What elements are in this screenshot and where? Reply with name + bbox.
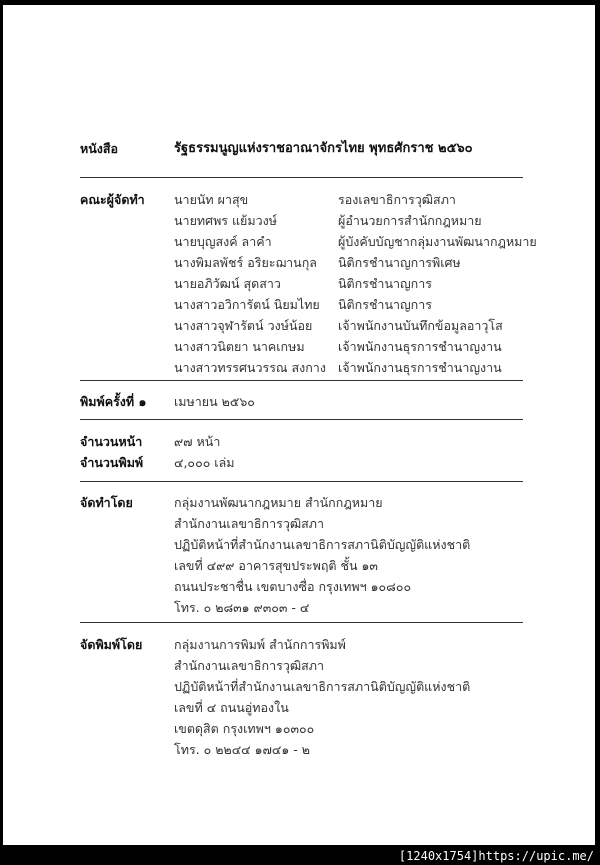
committee-member	[174, 336, 540, 357]
address-line: สำนักงานเลขาธิการวุฒิสภา	[174, 516, 325, 531]
committee-member	[174, 357, 540, 378]
member-position: รองเลขาธิการวุฒิสภา	[338, 192, 456, 207]
copies-label: จำนวนพิมพ์	[80, 455, 144, 470]
member-position: เจ้าพนักงานธุรการชำนาญงาน	[338, 360, 502, 375]
printed-by-label: จัดพิมพ์โดย	[80, 637, 143, 652]
member-position: ผู้อำนวยการสำนักกฎหมาย	[338, 213, 482, 228]
divider	[80, 622, 523, 623]
divider	[80, 481, 523, 482]
address-line: ถนนประชาชื่น เขตบางซื่อ กรุงเทพฯ ๑๐๘๐๐	[174, 579, 412, 594]
committee-member	[174, 294, 540, 315]
committee-label: คณะผู้จัดทำ	[80, 192, 145, 207]
divider	[80, 177, 523, 178]
address-line: ปฏิบัติหน้าที่สำนักงานเลขาธิการสภานิติบัญญัติแห่งชาติ	[174, 679, 471, 694]
address-line: กลุ่มงานการพิมพ์ สำนักการพิมพ์	[174, 637, 346, 652]
member-name: นายนัท ผาสุข	[174, 192, 249, 207]
produced-by-label: จัดทำโดย	[80, 495, 133, 510]
member-position: เจ้าพนักงานธุรการชำนาญงาน	[338, 339, 502, 354]
image-source-caption: [1240x1754]https://upic.me/	[398, 849, 594, 863]
book-label: หนังสือ	[80, 141, 119, 156]
member-position: นิติกรชำนาญการ	[338, 276, 432, 291]
committee-member	[174, 315, 540, 336]
member-name: นางสาวนิตยา นาคเกษม	[174, 339, 305, 354]
member-position: ผู้บังคับบัญชากลุ่มงานพัฒนากฎหมาย	[338, 234, 537, 249]
edition-value: เมษายน ๒๕๖๐	[174, 394, 255, 409]
pages-value: ๙๗ หน้า	[174, 434, 221, 449]
member-name: นายบุญสงค์ ลาคำ	[174, 234, 272, 249]
member-name: นายอภิวัฒน์ สุดสาว	[174, 276, 281, 291]
member-name: นางสาวทรรศนวรรณ สงกาง	[174, 360, 326, 375]
book-title: รัฐธรรมนูญแห่งราชอาณาจักรไทย พุทธศักราช ๒๕๖๐	[174, 141, 473, 156]
committee-member	[174, 231, 540, 252]
committee-member	[174, 210, 540, 231]
address-line: กลุ่มงานพัฒนากฎหมาย สำนักกฎหมาย	[174, 495, 383, 510]
member-position: เจ้าพนักงานบันทึกข้อมูลอาวุโส	[338, 318, 503, 333]
member-name: นายทศพร แย้มวงษ์	[174, 213, 277, 228]
divider	[80, 380, 523, 381]
address-line: เลขที่ ๔๙๙ อาคารสุขประพฤติ ชั้น ๑๓	[174, 558, 378, 573]
committee-member	[174, 189, 540, 210]
address-line: เลขที่ ๔ ถนนอู่ทองใน	[174, 700, 289, 715]
divider	[80, 419, 523, 420]
edition-label: พิมพ์ครั้งที่ ๑	[80, 394, 147, 409]
phone-line: โทร. ๐ ๒๒๔๔ ๑๗๔๑ - ๒	[174, 742, 311, 757]
member-name: นางพิมลพัชร์ อริยะฌานกุล	[174, 255, 317, 270]
copies-value: ๔,๐๐๐ เล่ม	[174, 455, 235, 470]
member-position: นิติกรชำนาญการ	[338, 297, 432, 312]
committee-member	[174, 273, 540, 294]
address-line: สำนักงานเลขาธิการวุฒิสภา	[174, 658, 325, 673]
document-page	[3, 5, 595, 845]
member-name: นางสาวอวิการัตน์ นิยมไทย	[174, 297, 320, 312]
address-line: ปฏิบัติหน้าที่สำนักงานเลขาธิการสภานิติบัญญัติแห่งชาติ	[174, 537, 471, 552]
member-name: นางสาวจุฬารัตน์ วงษ์น้อย	[174, 318, 313, 333]
member-position: นิติกรชำนาญการพิเศษ	[338, 255, 461, 270]
pages-label: จำนวนหน้า	[80, 434, 143, 449]
committee-member	[174, 252, 540, 273]
address-line: เขตดุสิต กรุงเทพฯ ๑๐๓๐๐	[174, 721, 315, 736]
phone-line: โทร. ๐ ๒๘๓๑ ๙๓๐๓ - ๔	[174, 600, 310, 615]
